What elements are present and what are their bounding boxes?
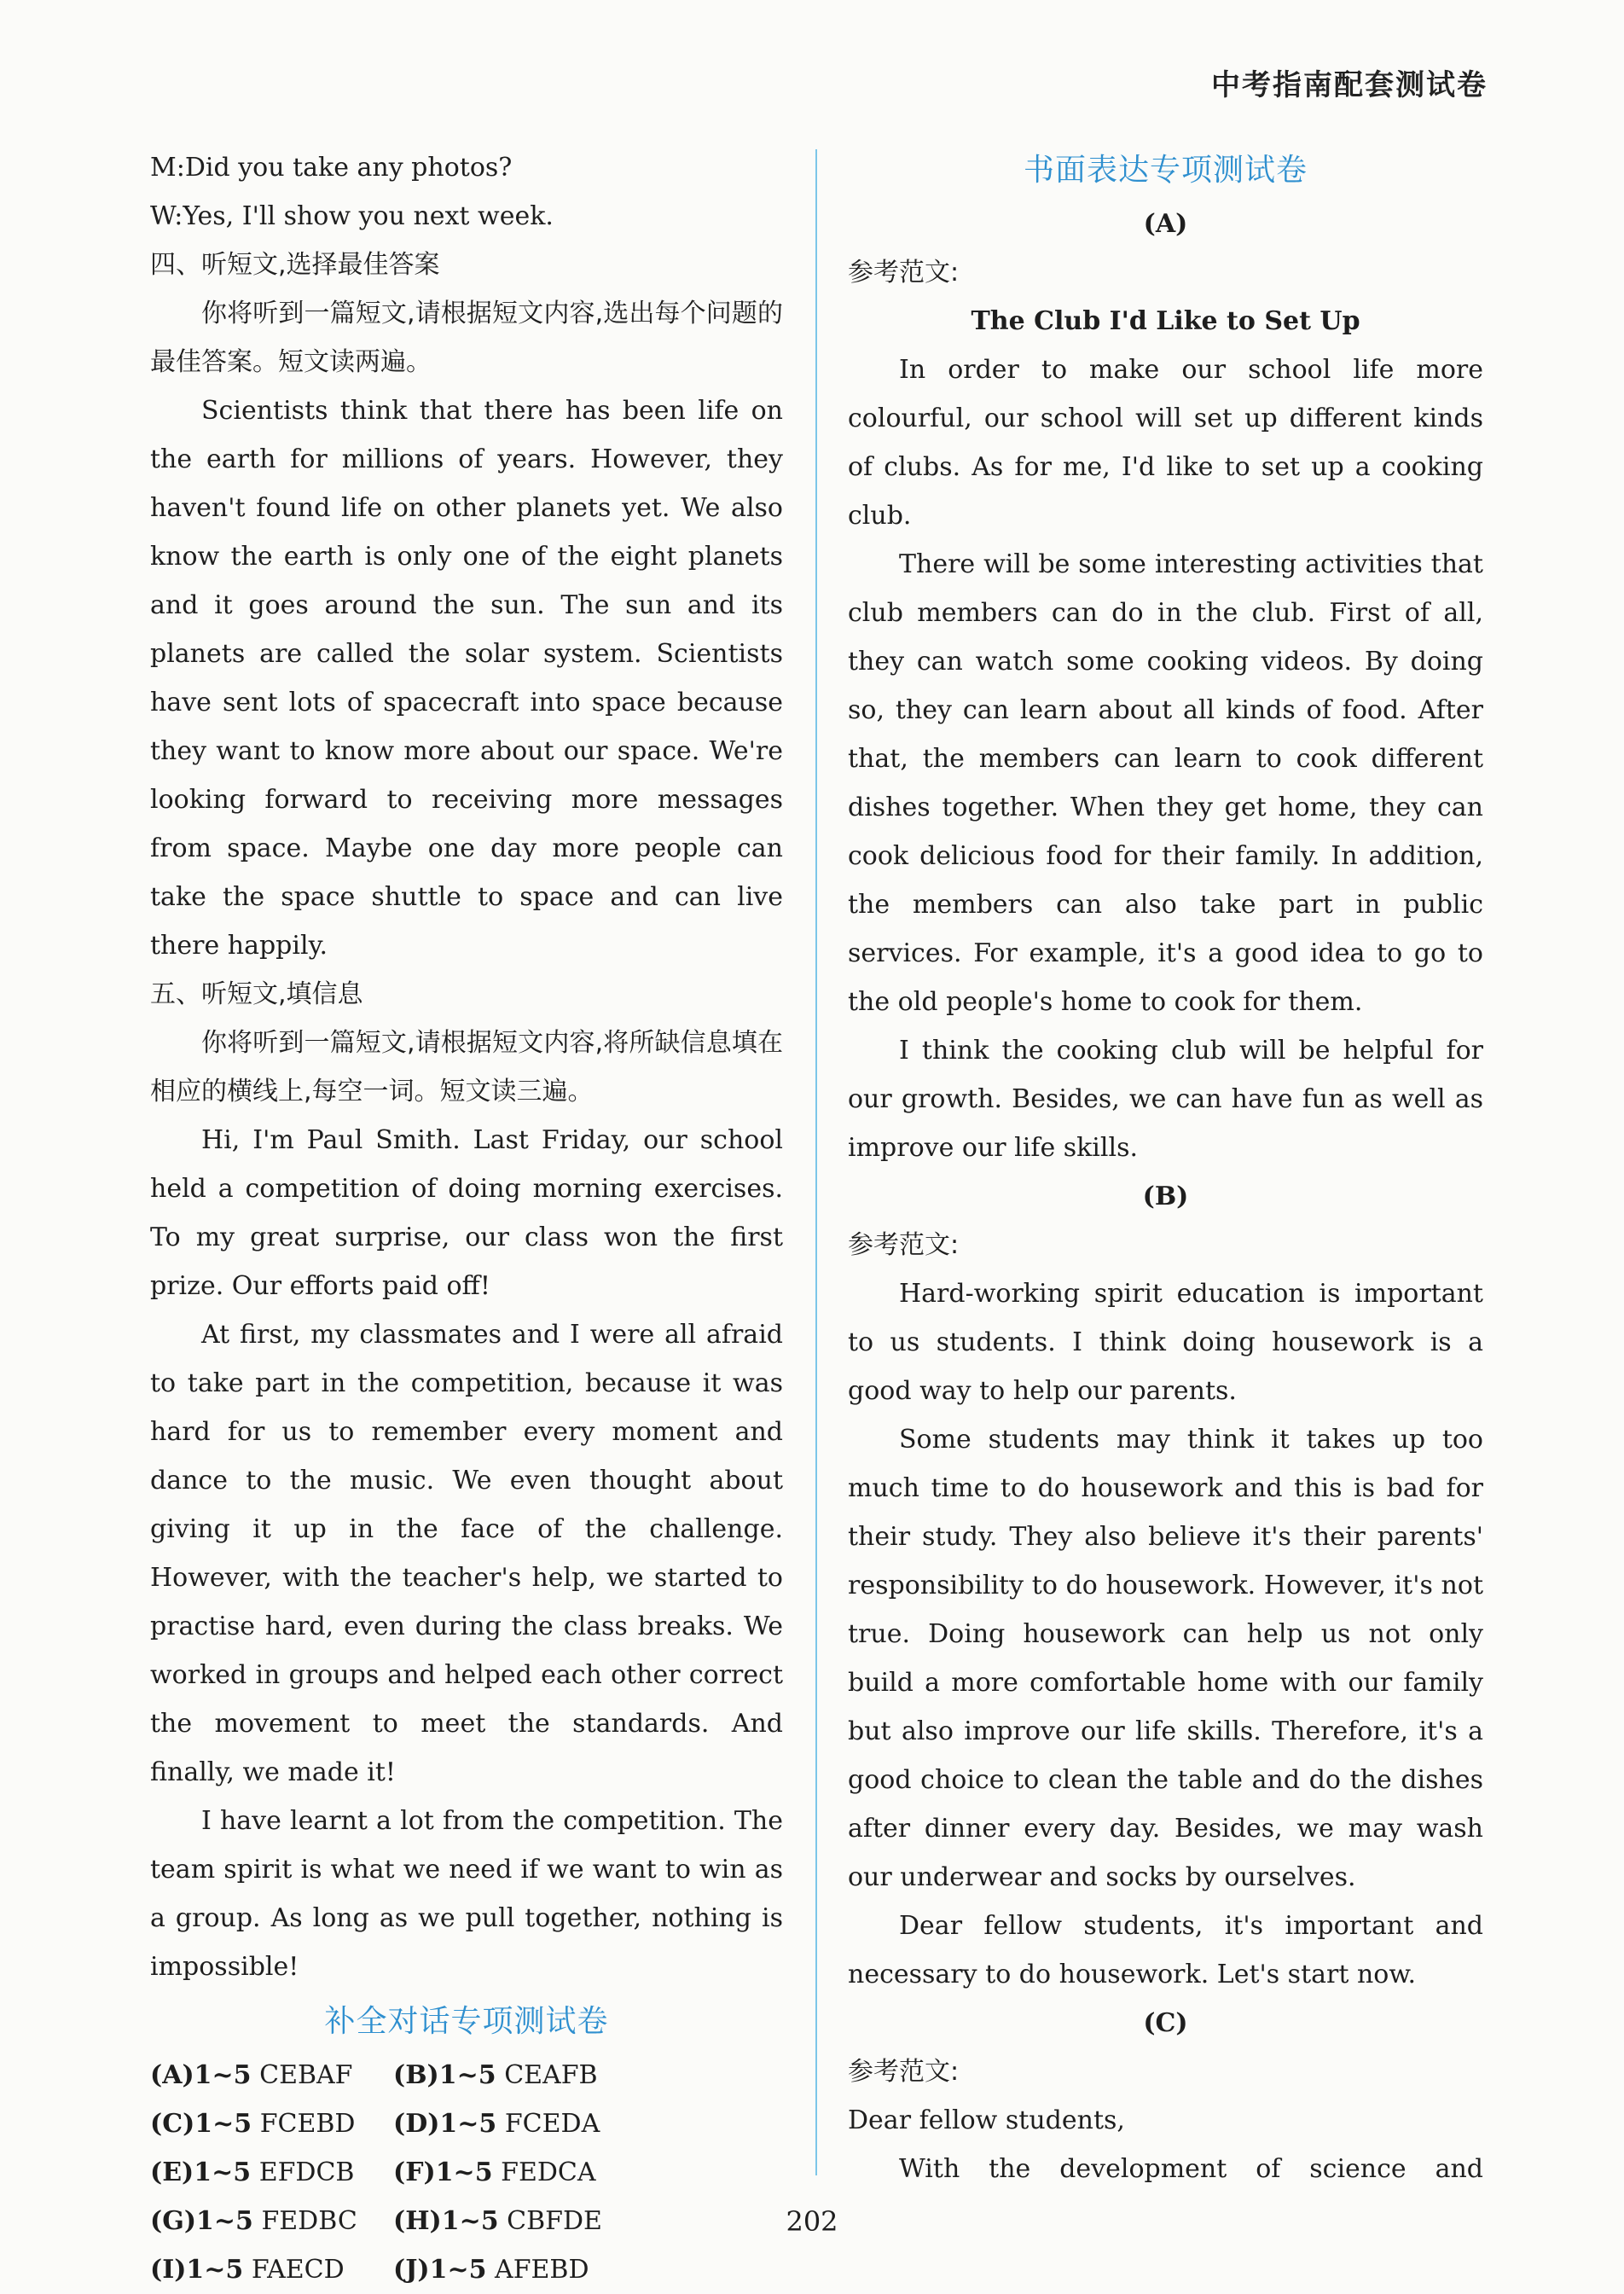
answer-item: (A)1~5 CEBAF [150,2060,353,2090]
answer-item: (I)1~5 FAECD [150,2255,345,2285]
answer-item: (C)1~5 FCEBD [150,2109,356,2139]
header-title: 中考指南配套测试卷 [1211,68,1488,102]
part-c-paragraph: With the development of science and [899,2154,1483,2184]
section-four-text: Scientists think that there has been life on the earth for millions of years. However, they haven't found life on other planets yet. We also know the earth is only one of the eight planets and it goes around the sun. The sun and its planets are called the solar system. Scientists have sent lots of spacecraft into space because they want to know more about our space. We're looking forward to receiving more messages from space. Maybe one day more people can take the space shuttle to space and can live there happily. [150,396,783,961]
section-five-heading: 五、听短文,填信息 [150,979,363,1009]
section-five-instruction: 你将听到一篇短文,请根据短文内容,将所缺信息填在相应的横线上,每空一词。短文读三遍。 [150,1028,783,1106]
answer-key [150,2051,783,2294]
part-c-label: (C) [1143,2008,1188,2038]
section-five-paragraph: I have learnt a lot from the competition. The team spirit is what we need if we want to win as a group. As long as we pull together, nothing is impossible! [150,1806,783,1982]
section-five-paragraph: At first, my classmates and I were all afraid to take part in the competition, because it was hard for us to remember every moment and dance to the music. We even thought about giving it up in the face of the challenge. However, with the teacher's help, we started to practise hard, even during the class breaks. We worked in groups and helped each other correct the movement to meet the standards. And finally, we made it! [150,1320,783,1787]
part-c-sample-label: 参考范文: [848,2057,960,2087]
answer-row [150,2099,783,2148]
part-a-paragraph: I think the cooking club will be helpful for our growth. Besides, we can have fun as well as improve our life skills. [848,1036,1483,1163]
column-divider [815,149,817,2175]
dialog-line: M:Did you take any photos? [150,153,513,183]
page-number: 202 [786,2205,838,2238]
section-four-heading: 四、听短文,选择最佳答案 [150,250,440,280]
essay-title: The Club I'd Like to Set Up [971,306,1360,336]
answer-item: (H)1~5 CBFDE [393,2206,602,2236]
part-b-sample-label: 参考范文: [848,1230,960,1260]
part-a-label: (A) [1143,209,1188,239]
dialog-test-title: 补全对话专项测试卷 [324,2004,609,2039]
answer-item: (D)1~5 FCEDA [393,2109,600,2139]
right-column [848,145,1483,2193]
dialog-line: W:Yes, I'll show you next week. [150,201,554,231]
answer-item: (F)1~5 FEDCA [393,2158,596,2187]
part-a-sample-label: 参考范文: [848,258,960,287]
answer-item: (B)1~5 CEAFB [393,2060,598,2090]
left-column [150,143,783,2294]
answer-item: (E)1~5 EFDCB [150,2158,355,2187]
answer-item: (J)1~5 AFEBD [393,2255,589,2285]
part-b-paragraph: Some students may think it takes up too much time to do housework and this is bad for their study. They also believe it's their parents' responsibility to do housework. However, it's not true. Doing housework can help us not only build a more comfortable home with our family but also improve our life skills. Therefore, it's a good choice to clean the table and do the dishes after dinner every day. Besides, we may wash our underwear and socks by ourselves. [848,1425,1483,1892]
writing-test-title: 书面表达专项测试卷 [1023,153,1308,188]
part-b-paragraph: Hard-working spirit education is important to us students. I think doing housework is a good way to help our parents. [848,1279,1483,1406]
part-b-label: (B) [1142,1182,1189,1211]
answer-row [150,2051,783,2099]
part-b-paragraph: Dear fellow students, it's important and necessary to do housework. Let's start now. [848,1911,1483,1989]
answer-row [150,2148,783,2197]
part-a-paragraph: There will be some interesting activities that club members can do in the club. First of all, they can watch some cooking videos. By doing so, they can learn about all kinds of food. After that, the members can learn to cook different dishes together. When they get home, they can cook delicious food for their family. In addition, the members can also take part in public services. For example, it's a good idea to go to the old people's home to cook for them. [848,549,1483,1017]
answer-row [150,2245,783,2294]
part-a-paragraph: In order to make our school life more colourful, our school will set up different kinds of clubs. As for me, I'd like to set up a cooking club. [848,355,1483,531]
section-four-instruction: 你将听到一篇短文,请根据短文内容,选出每个问题的最佳答案。短文读两遍。 [150,299,783,377]
part-c-greeting: Dear fellow students, [848,2105,1125,2135]
answer-item: (G)1~5 FEDBC [150,2206,357,2236]
section-five-paragraph: Hi, I'm Paul Smith. Last Friday, our school held a competition of doing morning exercises. To my great surprise, our class won the first prize. Our efforts paid off! [150,1125,783,1301]
